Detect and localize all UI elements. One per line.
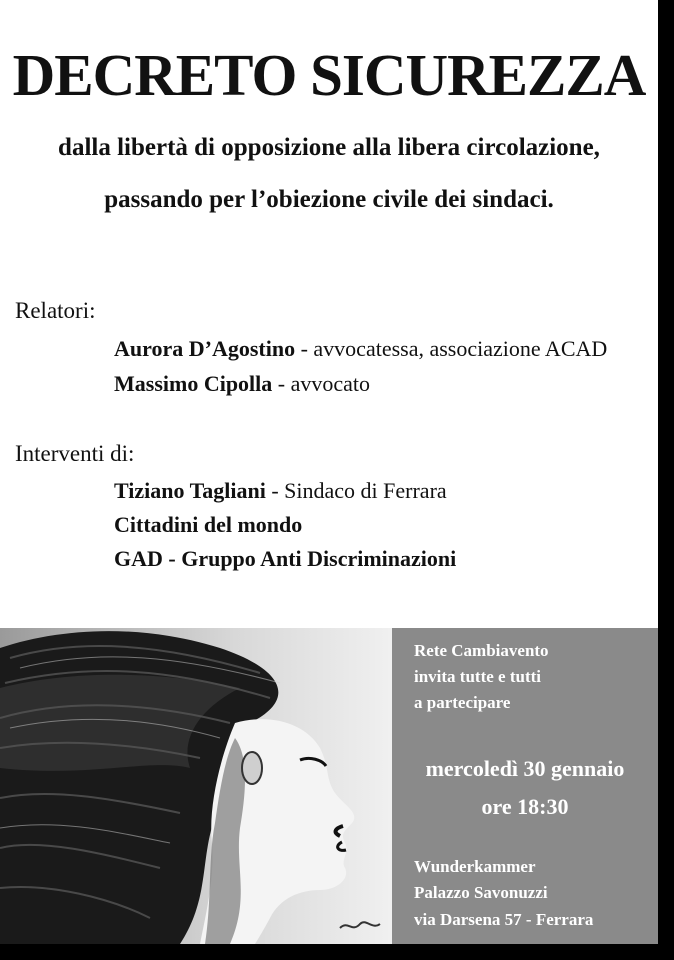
- organizer-line: Rete Cambiavento: [414, 641, 549, 660]
- contributor-name: Cittadini del mondo: [114, 512, 303, 537]
- relatori-label: Relatori:: [15, 298, 96, 323]
- speaker-entry: [114, 338, 607, 360]
- contributor-name: GAD - Gruppo Anti Discriminazioni: [114, 546, 457, 571]
- venue-address: via Darsena 57 - Ferrara: [414, 910, 594, 929]
- speaker-role: - avvocato: [272, 371, 371, 396]
- speaker-name: Massimo Cipolla: [114, 371, 273, 396]
- contribution-entry: [114, 548, 456, 570]
- invite-line: invita tutte e tutti: [414, 667, 542, 686]
- speaker-entry: [114, 373, 370, 395]
- bottom-band: [0, 628, 658, 944]
- contribution-entry: [114, 514, 302, 536]
- event-date: mercoledì 30 gennaio: [425, 756, 625, 781]
- interventi-label: Interventi di:: [15, 441, 135, 466]
- contributor-role: - Sindaco di Ferrara: [265, 478, 447, 503]
- subtitle-line-1: dalla libertà di opposizione alla libera circolazione,: [58, 134, 600, 161]
- venue-building: Palazzo Savonuzzi: [414, 883, 548, 902]
- event-time: ore 18:30: [481, 794, 569, 819]
- page-title: DECRETO SICUREZZA: [12, 42, 646, 108]
- event-info-panel: [392, 628, 658, 944]
- contribution-entry: [114, 480, 447, 502]
- venue-name: Wunderkammer: [414, 857, 536, 876]
- contributor-name: Tiziano Tagliani: [114, 478, 266, 503]
- subtitle-line-2: passando per l’obiezione civile dei sindaci.: [104, 186, 554, 213]
- speaker-role: - avvocatessa, associazione ACAD: [295, 336, 608, 361]
- woman-profile-painting-icon: [0, 628, 392, 944]
- invite-line: a partecipare: [414, 693, 511, 712]
- speaker-name: Aurora D’Agostino: [114, 336, 296, 361]
